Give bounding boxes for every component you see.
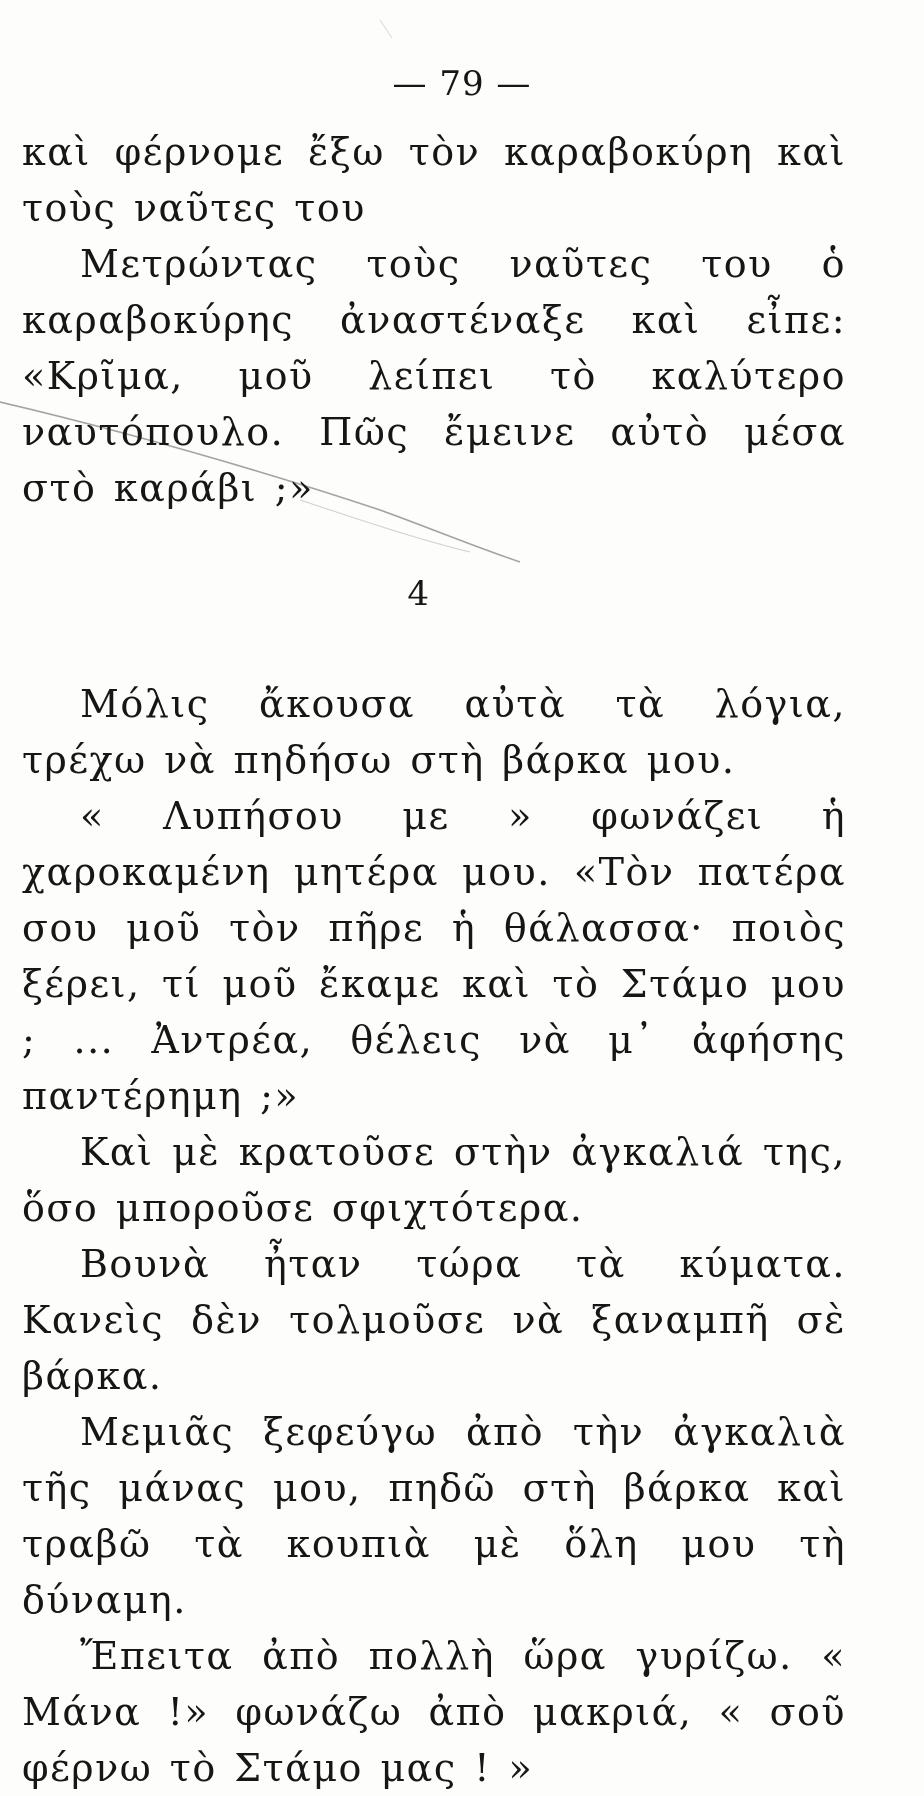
paragraph-2: Μετρώντας τοὺς ναῦτες του ὁ καραβοκύρης ἀναστέναξε καὶ εἶπε: «Κρῖμα, μοῦ λείπει τὸ καλύτερο ναυτόπουλο. Πῶς ἔμεινε αὐτὸ μέσα στὸ καράβι ;» [22, 242, 846, 510]
paragraph-6: Βουνὰ ἦταν τώρα τὰ κύματα. Κανεὶς δὲν τολμοῦσε νὰ ξαναμπῆ σὲ βάρκα. [22, 1242, 846, 1398]
main-text [22, 124, 846, 1796]
paragraph-3: Μόλις ἄκουσα αὐτὰ τὰ λόγια, τρέχω νὰ πηδήσω στὴ βάρκα μου. [22, 682, 846, 782]
paragraph-7: Μεμιᾶς ξεφεύγω ἀπὸ τὴν ἀγκαλιὰ τῆς μάνας μου, πηδῶ στὴ βάρκα καὶ τραβῶ τὰ κουπιὰ μὲ ὅλη μου τὴ δύναμη. [22, 1410, 846, 1622]
paragraph-8: Ἔπειτα ἀπὸ πολλὴ ὥρα γυρίζω. « Μάνα !» φωνάζω ἀπὸ μακριά, « σοῦ φέρνω τὸ Στάμο μας ! » [22, 1634, 846, 1790]
paragraph-5: Καὶ μὲ κρατοῦσε στὴν ἀγκαλιά της, ὅσο μποροῦσε σφιχτότερα. [22, 1130, 846, 1230]
paragraph-1: καὶ φέρνομε ἔξω τὸν καραβοκύρη καὶ τοὺς ναῦτες του [22, 130, 846, 230]
paragraph-4: « Λυπήσου με » φωνάζει ἡ χαροκαμένη μητέρα μου. «Τὸν πατέρα σου μοῦ τὸν πῆρε ἡ θάλασσα· ποιὸς ξέρει, τί μοῦ ἔκαμε καὶ τὸ Στάμο μου ; ... Ἀντρέα, θέλεις νὰ μ᾿ ἀφήσης παντέρημη ;» [22, 794, 846, 1118]
section-number: 4 [407, 574, 431, 614]
page-number: — 79 — [392, 64, 532, 104]
